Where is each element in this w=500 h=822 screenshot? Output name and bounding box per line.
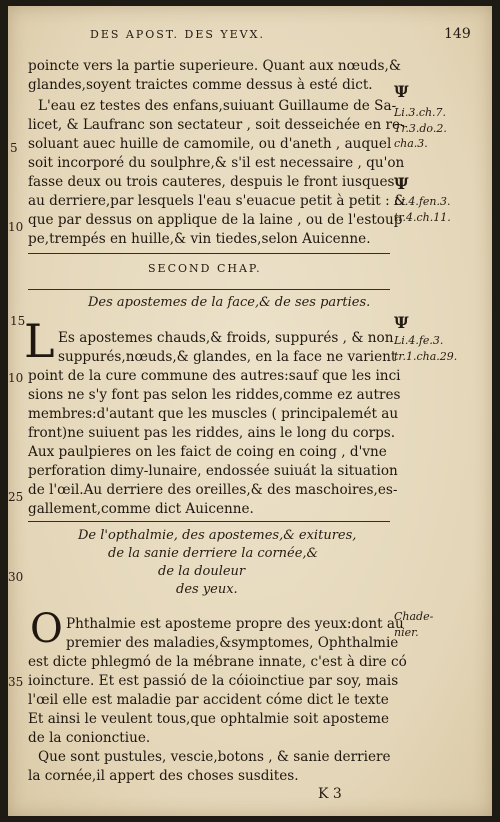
text-line: de la conionctiue. <box>28 730 151 746</box>
text-line: Es apostemes chauds,& froids, suppurés , & non <box>58 330 394 346</box>
margin-note: Tr.3.do.2. <box>394 122 447 135</box>
margin-mark: Ψ <box>394 174 409 193</box>
text-line: L'eau ez testes des enfans,suiuant Guillaume de Sa- <box>38 98 397 114</box>
text-line: membres:d'autant que les muscles ( principalemét au <box>28 406 399 422</box>
margin-note: Li.3.ch.7. <box>394 106 447 119</box>
text-line: glandes,soyent traictes comme dessus à esté dict. <box>28 77 373 93</box>
text-line: premier des maladies,&symptomes, Ophthalmie <box>66 635 399 651</box>
margin-note: tr.1.cha.29. <box>394 350 458 363</box>
text-line: la cornée,il appert des choses susdites. <box>28 768 299 784</box>
chapter-title: de la douleur <box>158 564 246 579</box>
line-number: 30 <box>8 570 24 584</box>
text-line: poincte vers la partie superieure. Quant aux nœuds,& <box>28 58 401 74</box>
line-number: 15 <box>10 314 26 328</box>
chapter-title: de la sanie derriere la cornée,& <box>108 546 319 561</box>
chapter-heading: SECOND CHAP. <box>148 262 262 275</box>
text-line: soluant auec huille de camomile, ou d'aneth , auquel <box>28 136 392 152</box>
text-line: licet, & Laufranc son sectateur , soit desseichée en re- <box>28 117 405 133</box>
line-number: 5 <box>10 141 18 155</box>
margin-note: Li.4.fen.3. <box>394 195 451 208</box>
margin-note: cha.3. <box>394 137 428 150</box>
text-line: perforation dimy-lunaire, endossée suiuát la situation <box>28 463 398 479</box>
chapter-title: De l'opthalmie, des apostemes,& exitures, <box>78 528 357 543</box>
text-line: Phthalmie est aposteme propre des yeux:dont au <box>66 616 404 632</box>
text-line: gallement,comme dict Auicenne. <box>28 501 254 517</box>
line-number: 25 <box>8 490 24 504</box>
text-line: fasse deux ou trois cauteres, despuis le front iusques <box>28 174 395 190</box>
margin-note: nier. <box>394 626 419 639</box>
line-number: 35 <box>8 675 24 689</box>
text-line: est dicte phlegmó de la mébrane innate, c'est à dire có <box>28 654 407 670</box>
text-line: sions ne s'y font pas selon les riddes,comme ez autres <box>28 387 401 403</box>
text-line: Et ainsi le veulent tous,que ophtalmie soit aposteme <box>28 711 390 727</box>
text-line: l'œil elle est maladie par accident cóme dict le texte <box>28 692 389 708</box>
margin-note: Li.4.fe.3. <box>394 334 444 347</box>
divider <box>28 289 390 290</box>
chapter-title: Des apostemes de la face,& de ses parties. <box>88 295 371 310</box>
running-title: DES APOST. DES YEVX. <box>90 28 265 41</box>
margin-note: Chade- <box>394 610 434 623</box>
text-line: front)ne suiuent pas les riddes, ains le long du corps. <box>28 425 396 441</box>
margin-note: tr.4.ch.11. <box>394 211 451 224</box>
text-line: ioincture. Et est passió de la cóioinctiue par soy, mais <box>28 673 399 689</box>
drop-cap: L <box>24 314 55 368</box>
signature-mark: K 3 <box>318 786 342 802</box>
text-line: suppurés,nœuds,& glandes, en la face ne varient <box>58 349 397 365</box>
text-line: que par dessus on applique de la laine , ou de l'estoup <box>28 212 403 228</box>
text-line: Que sont pustules, vescie,botons , & sanie derriere <box>38 749 391 765</box>
chapter-title: des yeux. <box>176 582 238 597</box>
margin-mark: Ψ <box>394 82 409 101</box>
text-line: Aux paulpieres on les faict de coing en coing , d'vne <box>28 444 387 460</box>
page-number: 149 <box>444 26 471 42</box>
text-line: point de la cure commune des autres:sauf que les inci <box>28 368 401 384</box>
text-line: soit incorporé du soulphre,& s'il est necessaire , qu'on <box>28 155 405 171</box>
text-line: de l'œil.Au derriere des oreilles,& des maschoires,es- <box>28 482 398 498</box>
text-line: pe,trempés en huille,& vin tiedes,selon Auicenne. <box>28 231 371 247</box>
margin-mark: Ψ <box>394 313 409 332</box>
line-number: 10 <box>8 371 24 385</box>
divider <box>28 521 390 522</box>
book-page <box>8 6 492 816</box>
line-number: 10 <box>8 220 24 234</box>
drop-cap: O <box>30 606 63 652</box>
text-line: au derriere,par lesquels l'eau s'euacue petit à petit : & <box>28 193 407 209</box>
divider <box>28 253 390 254</box>
